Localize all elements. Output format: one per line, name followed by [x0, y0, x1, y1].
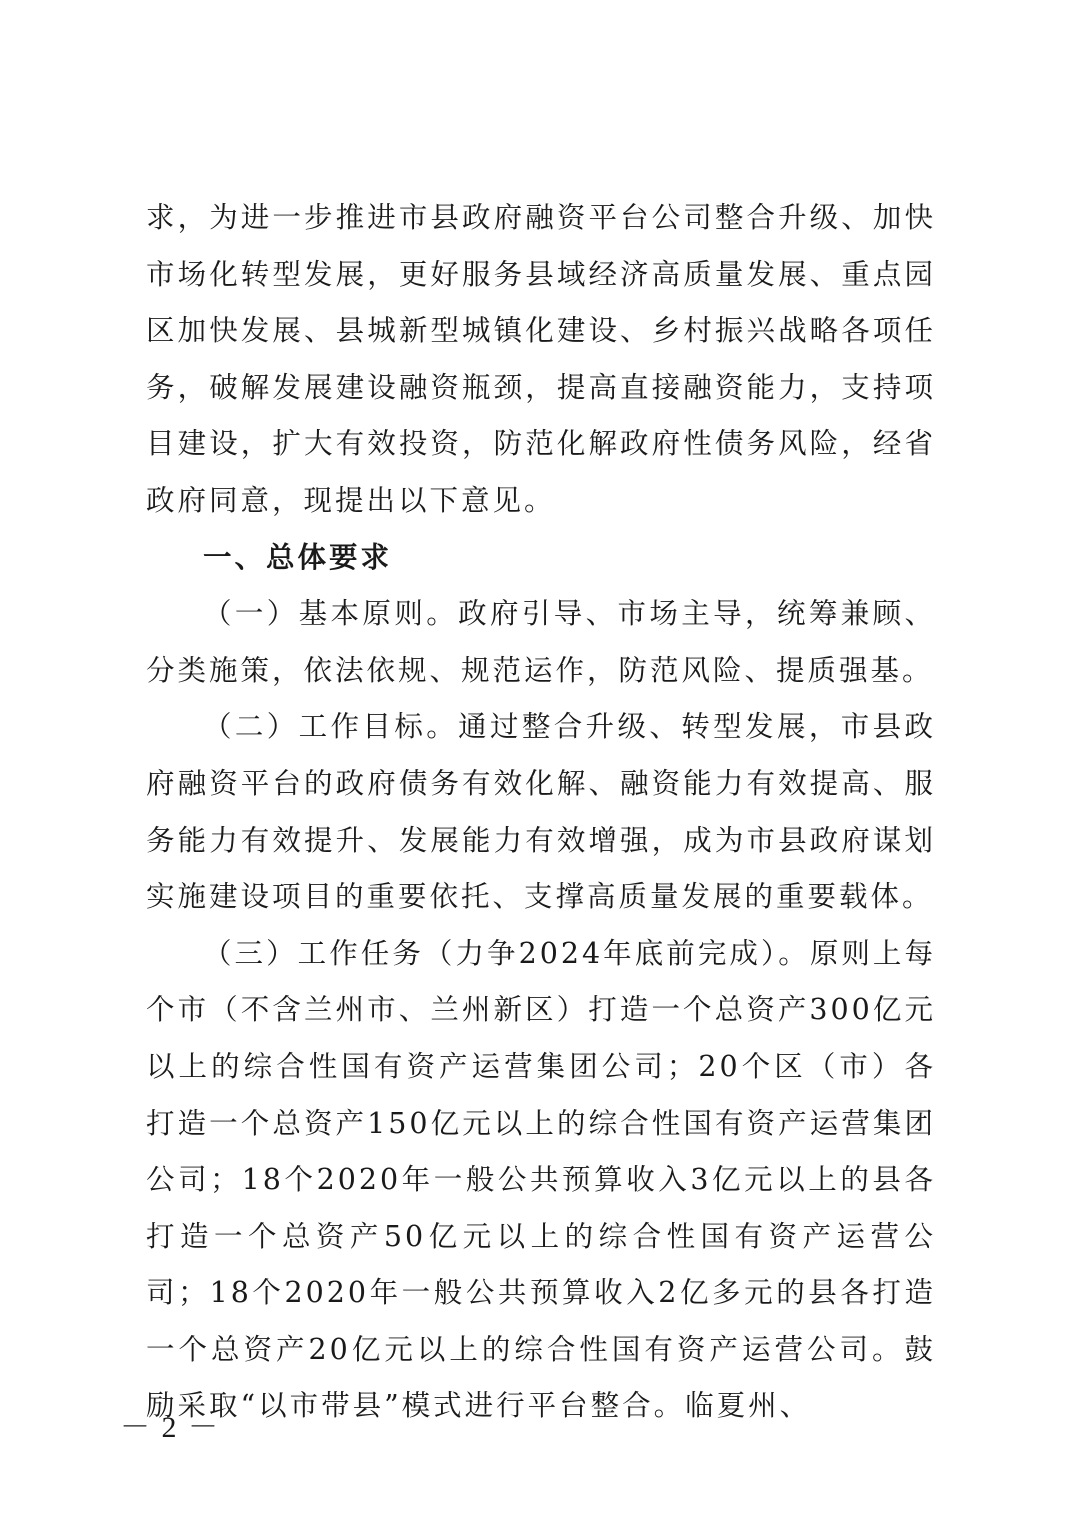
paragraph-continuation: 求，为进一步推进市县政府融资平台公司整合升级、加快市场化转型发展，更好服务县域经济高质量发展、重点园区加快发展、县城新型城镇化建设、乡村振兴战略各项任务，破解发展建设融资瓶颈，提高直接融资能力，支持项目建设，扩大有效投资，防范化解政府性债务风险，经省政府同意，现提出以下意见。	[146, 201, 936, 517]
paragraph-work-tasks: （三）工作任务（力争2024年底前完成）。原则上每个市（不含兰州市、兰州新区）打造一个总资产300亿元以上的综合性国有资产运营集团公司；20个区（市）各打造一个总资产150亿元以上的综合性国有资产运营集团公司；18个2020年一般公共预算收入3亿元以上的县各打造一个总资产50亿元以上的综合性国有资产运营公司；18个2020年一般公共预算收入2亿多元的县各打造一个总资产20亿元以上的综合性国有资产运营公司。鼓励采取“以市带县”模式进行平台整合。临夏州、	[146, 936, 936, 1423]
page-number: － 2 －	[120, 1411, 220, 1444]
paragraph-basic-principles: （一）基本原则。政府引导、市场主导，统筹兼顾、分类施策，依法依规、规范运作，防范风险、提质强基。	[146, 597, 936, 687]
section-heading-general-requirements: 一、总体要求	[203, 540, 393, 574]
paragraph-work-goals: （二）工作目标。通过整合升级、转型发展，市县政府融资平台的政府债务有效化解、融资能力有效提高、服务能力有效提升、发展能力有效增强，成为市县政府谋划实施建设项目的重要依托、支撑高质量发展的重要载体。	[146, 710, 936, 914]
document-body	[146, 190, 936, 1435]
